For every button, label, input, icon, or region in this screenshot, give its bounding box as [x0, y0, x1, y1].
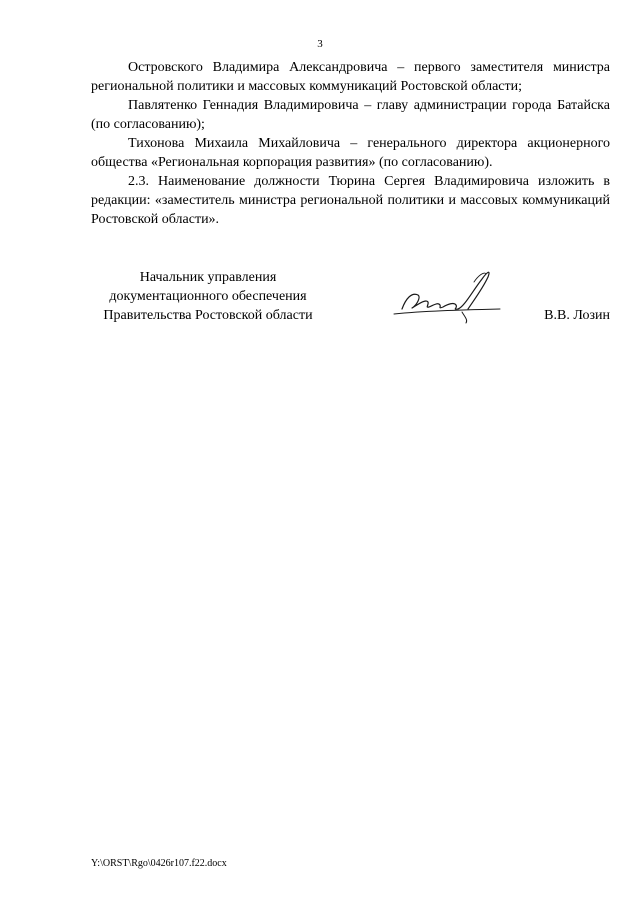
signatory-title-line2: документационного обеспечения: [109, 289, 307, 304]
signature-block: [88, 268, 610, 328]
signatory-title-line3: Правительства Ростовской области: [103, 308, 313, 323]
paragraph-ostrovsky: Островского Владимира Александровича – первого заместителя министра региональной политики и массовых коммуникаций Ростовской области;: [91, 60, 610, 94]
paragraph-item-2-3: 2.3. Наименование должности Тюрина Сергея Владимировича изложить в редакции: «заместитель министра региональной политики и массовых коммуникаций Ростовской области».: [91, 174, 610, 227]
signatory-name: В.В. Лозин: [544, 308, 610, 323]
signatory-title-line1: Начальник управления: [139, 270, 277, 285]
paragraph-pavlyatenko: Павлятенко Геннадия Владимировича – главу администрации города Батайска (по согласованию);: [91, 98, 610, 132]
handwritten-signature: [388, 262, 508, 332]
page-number: 3: [317, 38, 323, 50]
footer-file-path: Y:\ORST\Rgo\0426r107.f22.docx: [91, 858, 227, 869]
document-body: [91, 58, 610, 229]
paragraph-tikhonov: Тихонова Михаила Михайловича – генерального директора акционерного общества «Региональная корпорация развития» (по согласованию).: [91, 136, 610, 170]
signatory-title: [88, 268, 328, 325]
